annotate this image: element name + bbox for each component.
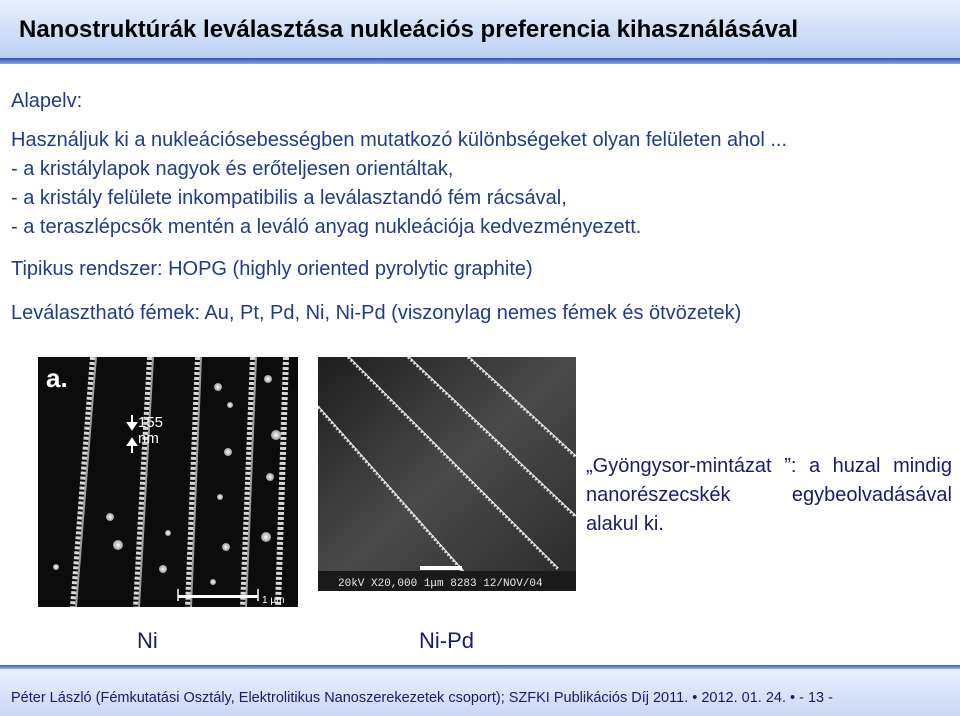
metals-text: Leválasztható fémek: Au, Pt, Pd, Ni, Ni-Pd (viszonylag nemes fémek és ötvözetek) (11, 302, 742, 324)
size-label-number: 155 (138, 414, 164, 431)
pearl-necklace-note: „Gyöngysor-mintázat ”: a huzal mindig nanorészecskék egybeolvadásával alakul ki. (586, 455, 952, 535)
body-line-4: - a teraszlépcsők mentén a leváló anyag nukleációja kedvezményezett. (11, 216, 642, 238)
body-line-3: - a kristály felülete inkompatibilis a leválasztandó fém rácsával, (11, 187, 567, 209)
title-divider (0, 58, 960, 64)
footer-divider (0, 665, 960, 669)
principle-label: Alapelv: (11, 90, 83, 112)
panel-letter: a. (46, 363, 68, 393)
body-line-2: - a kristálylapok nagyok és erőteljesen orientáltak, (11, 158, 454, 180)
ni-pd-caption: Ni-Pd (419, 628, 475, 653)
footer-text: Péter László (Fémkutatási Osztály, Elektrolitikus Nanoszerekezetek csoport); SZFKI Publikációs Díj 2011. • 2012. 01. 24. • - 13 - (11, 690, 833, 706)
scale-bar-label: 1 μm (262, 595, 285, 606)
sem-info-bar: 20kV X20,000 1μm 8283 12/NOV/04 (338, 578, 543, 590)
ni-micrograph (38, 357, 298, 607)
slide-title: Nanostruktúrák leválasztása nukleációs preferencia kihasználásával (19, 16, 799, 43)
size-label-unit: nm (138, 430, 159, 447)
typical-system-text: Tipikus rendszer: HOPG (highly oriented pyrolytic graphite) (11, 258, 533, 280)
ni-caption: Ni (137, 628, 158, 653)
body-line-1: Használjuk ki a nukleációsebességben mutatkozó különbségeket olyan felületen ahol ... (11, 129, 788, 151)
ni-pd-micrograph (318, 357, 576, 591)
ni-micrograph-image (38, 357, 298, 607)
ni-pd-micrograph-image (318, 357, 576, 591)
